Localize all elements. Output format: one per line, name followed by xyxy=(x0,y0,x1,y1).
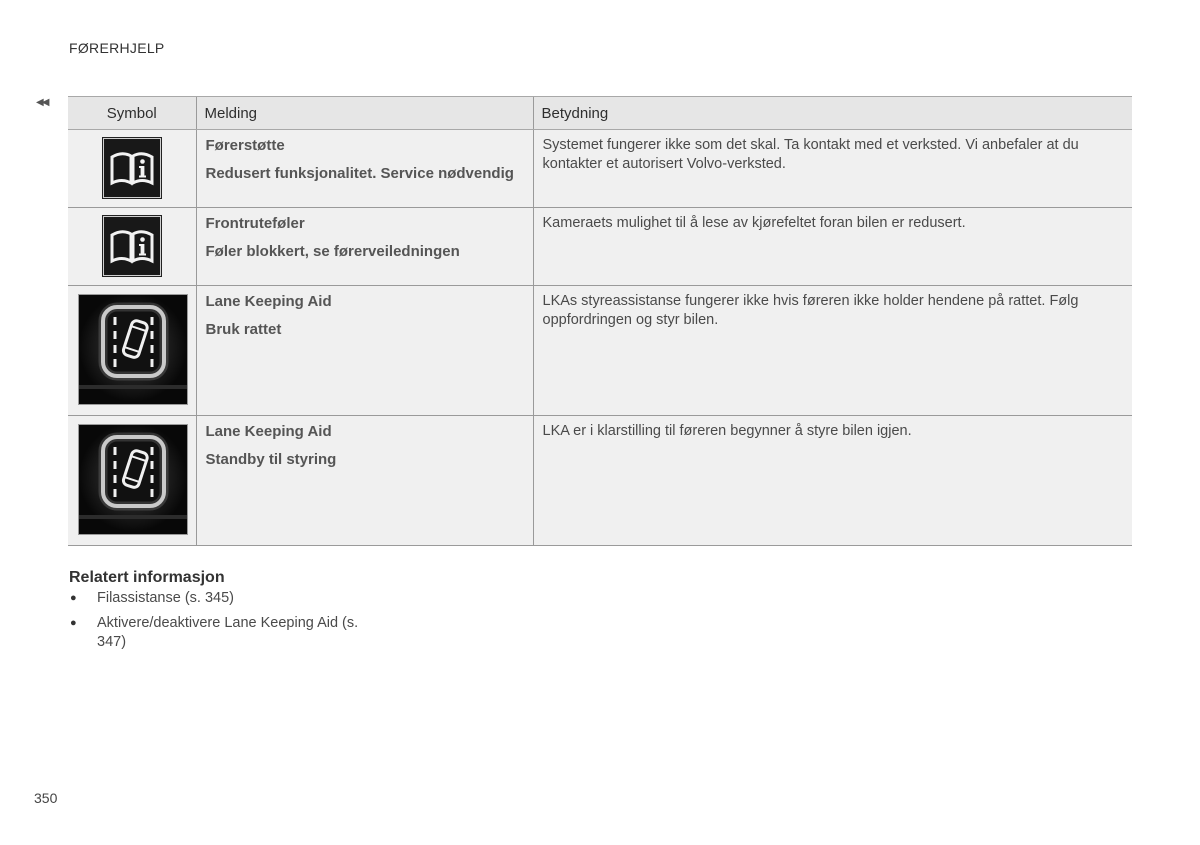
message-title: Lane Keeping Aid xyxy=(205,423,332,440)
table-row xyxy=(68,416,1132,546)
related-link-text[interactable]: Aktivere/deaktivere Lane Keeping Aid (s. 347) xyxy=(97,615,359,650)
table-row xyxy=(68,286,1132,416)
related-links xyxy=(69,589,377,652)
symbol-cell xyxy=(68,416,196,546)
meaning-text: Systemet fungerer ikke som det skal. Ta kontakt med et verksted. Vi anbefaler at du kontakter et autorisert Volvo-verksted. xyxy=(533,130,1132,208)
related-link[interactable] xyxy=(69,589,377,608)
message-title: Frontruteføler xyxy=(205,215,305,232)
meaning-text: LKA er i klarstilling til føreren begynner å styre bilen igjen. xyxy=(533,416,1132,546)
related-information xyxy=(69,569,377,658)
melding-cell xyxy=(196,286,533,416)
melding-cell xyxy=(196,416,533,546)
section-title: FØRERHJELP xyxy=(69,40,165,56)
bullet-icon: ● xyxy=(70,592,77,604)
column-header-betydning: Betydning xyxy=(533,97,1132,130)
lane-keeping-aid-icon xyxy=(78,294,188,405)
meaning-text: LKAs styreassistanse fungerer ikke hvis føreren ikke holder hendene på rattet. Følg oppfordringen og styr bilen. xyxy=(533,286,1132,416)
message-text: Føler blokkert, se førerveiledningen xyxy=(205,243,460,260)
message-title: Førerstøtte xyxy=(205,137,285,154)
bullet-icon: ● xyxy=(70,617,77,629)
message-text: Redusert funksjonalitet. Service nødvendig xyxy=(205,165,514,182)
info-book-icon xyxy=(103,216,161,276)
related-link-text[interactable]: Filassistanse (s. 345) xyxy=(97,590,234,606)
column-header-symbol: Symbol xyxy=(68,97,196,130)
symbol-cell xyxy=(68,208,196,286)
related-link[interactable] xyxy=(69,614,377,652)
melding-cell xyxy=(196,208,533,286)
melding-cell xyxy=(196,130,533,208)
column-header-melding: Melding xyxy=(196,97,533,130)
lane-keeping-aid-icon xyxy=(78,424,188,535)
info-book-icon xyxy=(103,138,161,198)
meaning-text: Kameraets mulighet til å lese av kjørefeltet foran bilen er redusert. xyxy=(533,208,1132,286)
symbol-cell xyxy=(68,286,196,416)
page-number: 350 xyxy=(34,790,58,806)
message-text: Bruk rattet xyxy=(205,321,282,338)
message-text: Standby til styring xyxy=(205,451,337,468)
table-row xyxy=(68,130,1132,208)
table-row xyxy=(68,208,1132,286)
double-left-arrow-icon[interactable]: ◀◀ xyxy=(36,97,48,108)
related-heading: Relatert informasjon xyxy=(69,569,225,586)
message-title: Lane Keeping Aid xyxy=(205,293,332,310)
message-table xyxy=(68,96,1132,546)
table-header-row xyxy=(68,97,1132,130)
symbol-cell xyxy=(68,130,196,208)
